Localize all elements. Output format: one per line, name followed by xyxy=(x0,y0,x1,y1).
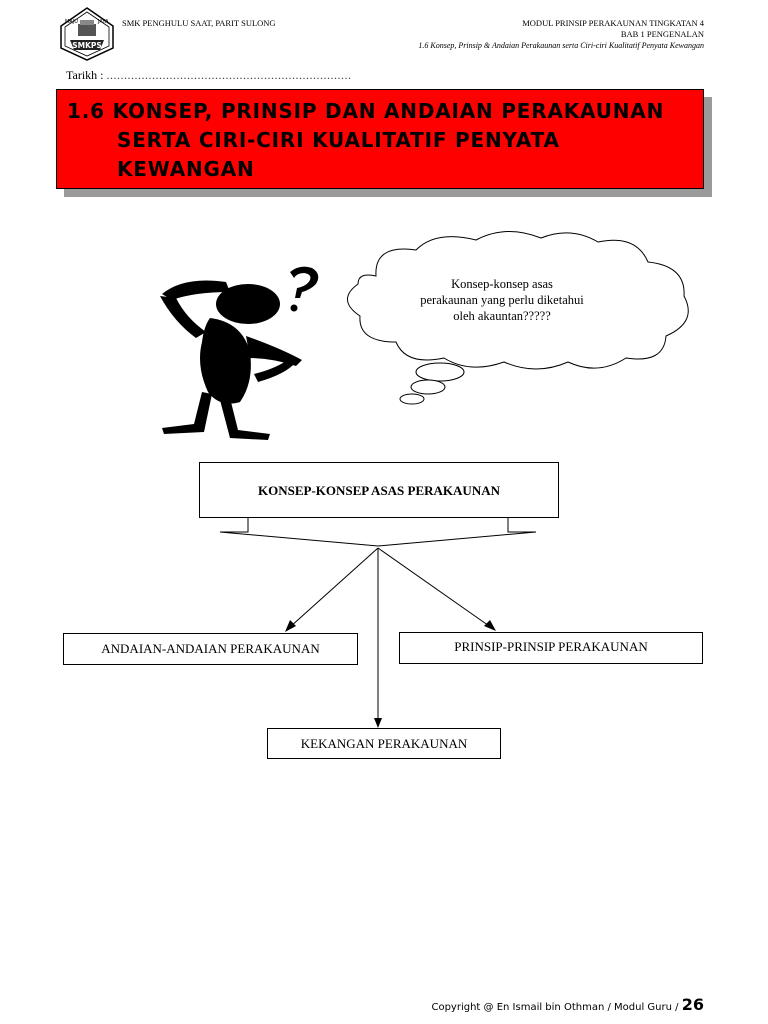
thought-line-3: oleh akauntan????? xyxy=(453,309,551,323)
section-subtitle: 1.6 Konsep, Prinsip & Andaian Perakaunan serta Ciri-ciri Kualitatif Penyata Kewangan xyxy=(418,41,704,50)
guide-label: Modul Guru xyxy=(614,1002,672,1013)
copyright-text: Copyright @ En Ismail bin Othman xyxy=(431,1002,605,1013)
thought-line-1: Konsep-konsep asas xyxy=(451,277,553,291)
logo-text-bottom: SMKPS xyxy=(72,41,102,50)
title-line-2: SERTA CIRI-CIRI KUALITATIF PENYATA xyxy=(117,128,560,152)
date-label: Tarikh : xyxy=(66,68,104,82)
main-concept-box: KONSEP-KONSEP ASAS PERAKAUNAN xyxy=(199,462,559,518)
page-footer xyxy=(431,995,704,1014)
footer-separator-2: / xyxy=(675,1002,679,1013)
module-name: MODUL PRINSIP PERAKAUNAN TINGKATAN 4 xyxy=(522,18,704,28)
prinsip-box: PRINSIP-PRINSIP PERAKAUNAN xyxy=(399,632,703,664)
thought-line-2: perakaunan yang perlu diketahui xyxy=(420,293,584,307)
logo-text-right: JAYA xyxy=(98,19,109,25)
andaian-box: ANDAIAN-ANDAIAN PERAKAUNAN xyxy=(63,633,358,665)
chapter-name: BAB 1 PENGENALAN xyxy=(620,29,704,39)
footer-separator-1: / xyxy=(607,1002,611,1013)
kekangan-box: KEKANGAN PERAKAUNAN xyxy=(267,728,501,759)
logo-text-left: MAJU xyxy=(65,19,78,25)
page-number: 26 xyxy=(681,995,704,1014)
title-line-1: 1.6 KONSEP, PRINSIP DAN ANDAIAN PERAKAUNAN xyxy=(67,99,665,123)
school-name: SMK PENGHULU SAAT, PARIT SULONG xyxy=(122,18,276,28)
title-line-3: KEWANGAN xyxy=(117,157,255,181)
date-dots: ...................................................................... xyxy=(106,68,352,82)
